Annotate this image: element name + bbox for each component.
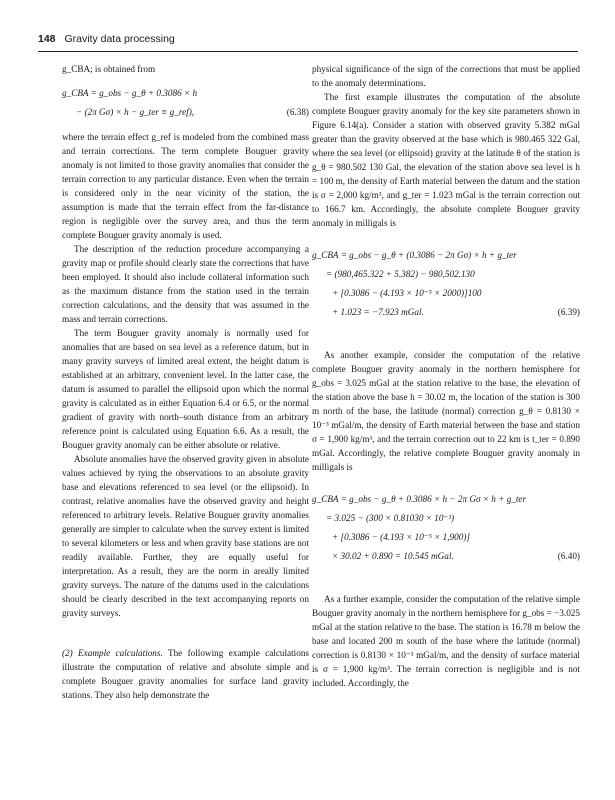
equation-text: g_CBA = g_obs − g_θ + (0.3086 − 2π Gσ) × h + g_ter	[312, 250, 517, 260]
equation-text: = (980,465.322 + 5.382) − 980,502.130	[326, 269, 475, 279]
equation-text: + [0.3086 − (4.193 × 10⁻⁵ × 1,900)]	[332, 532, 470, 542]
equation-6-39-line-3	[312, 284, 580, 303]
paragraph: The description of the reduction procedure accompanying a gravity map or profile should clearly state the corrections that have been employed. It should also include collateral information such as the maximum distance from the station used in the terrain correction calculations, and the density that was assumed in the mass and terrain corrections.	[62, 244, 309, 324]
equation-number: (6.38)	[286, 107, 309, 117]
paragraph: physical significance of the sign of the corrections that must be applied to the anomaly determinations.	[312, 64, 580, 88]
equation-6-38-line-2	[62, 103, 309, 122]
equation-text: = 3.025 − (300 × 0.81030 × 10⁻³)	[326, 513, 455, 523]
equation-text: g_CBA = g_obs − g_θ + 0.3086 × h	[62, 88, 198, 98]
equation-text: × 30.02 + 0.890 = 10.545 mGal.	[332, 551, 454, 561]
equation-6-39-line-1	[312, 246, 580, 265]
equation-6-40-line-4	[312, 547, 580, 566]
left-column	[62, 62, 309, 702]
equation-6-38-line-1	[62, 84, 309, 103]
paragraph: The first example illustrates the computation of the absolute complete Bouguer gravity anomaly for the key site parameters shown in Figure 6.14(a). Consider a station with observed gravity 5.382 mGal greater than the gravity observed at the base which is 980.465 322 Gal, where the sea level (or ellipsoid) gravity at the latitude θ of the station is g_θ = 980.502 130 Gal, the elevation of the station above sea level is h = 100 m, the density of Earth material between the datum and the station is σ = 2,000 kg/m³, and g_ter = 1.023 mGal is the terrain correction out to 166.7 km. Accordingly, the absolute complete Bouguer gravity anomaly in milligals is	[312, 92, 580, 228]
paragraph: As a further example, consider the computation of the relative simple Bouguer gravity anomaly in the northern hemisphere for g_obs = −3.025 mGal at the station relative to the base. The station is 16.78 m below the base and located 200 m south of the base where the latitude (normal) correction is 0.8130 × 10⁻³ mGal/m, and the density of surface material is σ = 1,900 kg/m³. The terrain correction is negligible and is not included. Accordingly, the	[312, 594, 580, 688]
page-header	[38, 29, 578, 52]
paragraph: As another example, consider the computation of the relative complete Bouguer gravity anomaly in the northern hemisphere for g_obs = 3.025 mGal at the station relative to the base, the elevation of the station above the base h = 30.02 m, the location of the station is 300 m north of the base, the latitude (normal) correction g_θ = 0.8130 × 10⁻³ mGal/m, the density of Earth material between the base and station σ = 1,900 kg/m³, and the terrain correction out to 22 km is t_ter = 0.890 mGal. Accordingly, the relative complete Bouguer gravity anomaly in milligals is	[312, 350, 580, 472]
paragraph: where the terrain effect g_ref is modeled from the combined mass and terrain corrections. The term complete Bouguer gravity anomaly is not limited to those gravity anomalies that consider the terrain correction to any particular distance. Even when the terrain is considered only in the near vicinity of the station, the assumption is made that the terrain effect from the far-distance region is negligible over the survey area, and thus the term complete Bouguer gravity anomaly is used.	[62, 132, 309, 240]
section-title: (2) Example calculations.	[62, 648, 163, 658]
equation-6-40-line-3	[312, 528, 580, 547]
equation-number: (6.39)	[557, 307, 580, 317]
paragraph: The term Bouguer gravity anomaly is normally used for anomalies that are based on sea level as a reference datum, but in many gravity surveys of limited areal extent, the height datum is established at an arbitrary, convenient level. In the latter case, the datum is assumed to parallel the ellipsoid upon which the normal gravity is calculated as in either Equation 6.4 or 6.5, or the normal gradient of gravity with north–south distance from an arbitrary reference point is calculated using Equation 6.6. As a result, the Bouguer gravity anomaly can be either absolute or relative.	[62, 328, 309, 450]
intro-line: g_CBA; is obtained from	[62, 64, 156, 74]
equation-text: + [0.3086 − (4.193 × 10⁻⁵ × 2000)]100	[332, 288, 482, 298]
equation-number: (6.40)	[557, 551, 580, 561]
paragraph-text: The following example calculations illustrate the computation of relative and absolute simple and complete Bouguer gravity anomalies for surface land gravity stations. They also help demonstrate the	[62, 648, 309, 700]
equation-6-39-line-2	[312, 265, 580, 284]
equation-text: + 1.023 = −7.923 mGal.	[332, 307, 424, 317]
equation-6-39-line-4	[312, 303, 580, 322]
right-column	[312, 62, 580, 690]
equation-text: − (2π Gσ) × h − g_ter ≡ g_ref),	[76, 107, 195, 117]
equation-text: g_CBA = g_obs − g_θ + 0.3086 × h − 2π Gσ × h + g_ter	[312, 494, 527, 504]
paragraph: Absolute anomalies have the observed gravity given in absolute values achieved by tying the observations to an absolute gravity base and elevations referenced to sea level (or the ellipsoid). In contrast, relative anomalies have the observed gravity and height referenced to arbitrary levels. Relative Bouguer gravity anomalies generally are simpler to calculate when the survey extent is limited to several kilometers or less and when gravity base stations are not readily available. Further, they are equally useful for interpretation. As a result, they are the norm in areally limited gravity surveys. The nature of the datums used in the calculations should be clearly described in the text accompanying reports on gravity surveys.	[62, 454, 309, 618]
equation-6-40-line-1	[312, 490, 580, 509]
paragraph	[62, 646, 309, 702]
running-title: Gravity data processing	[64, 33, 175, 45]
page-number: 148	[38, 33, 56, 45]
equation-6-40-line-2	[312, 509, 580, 528]
